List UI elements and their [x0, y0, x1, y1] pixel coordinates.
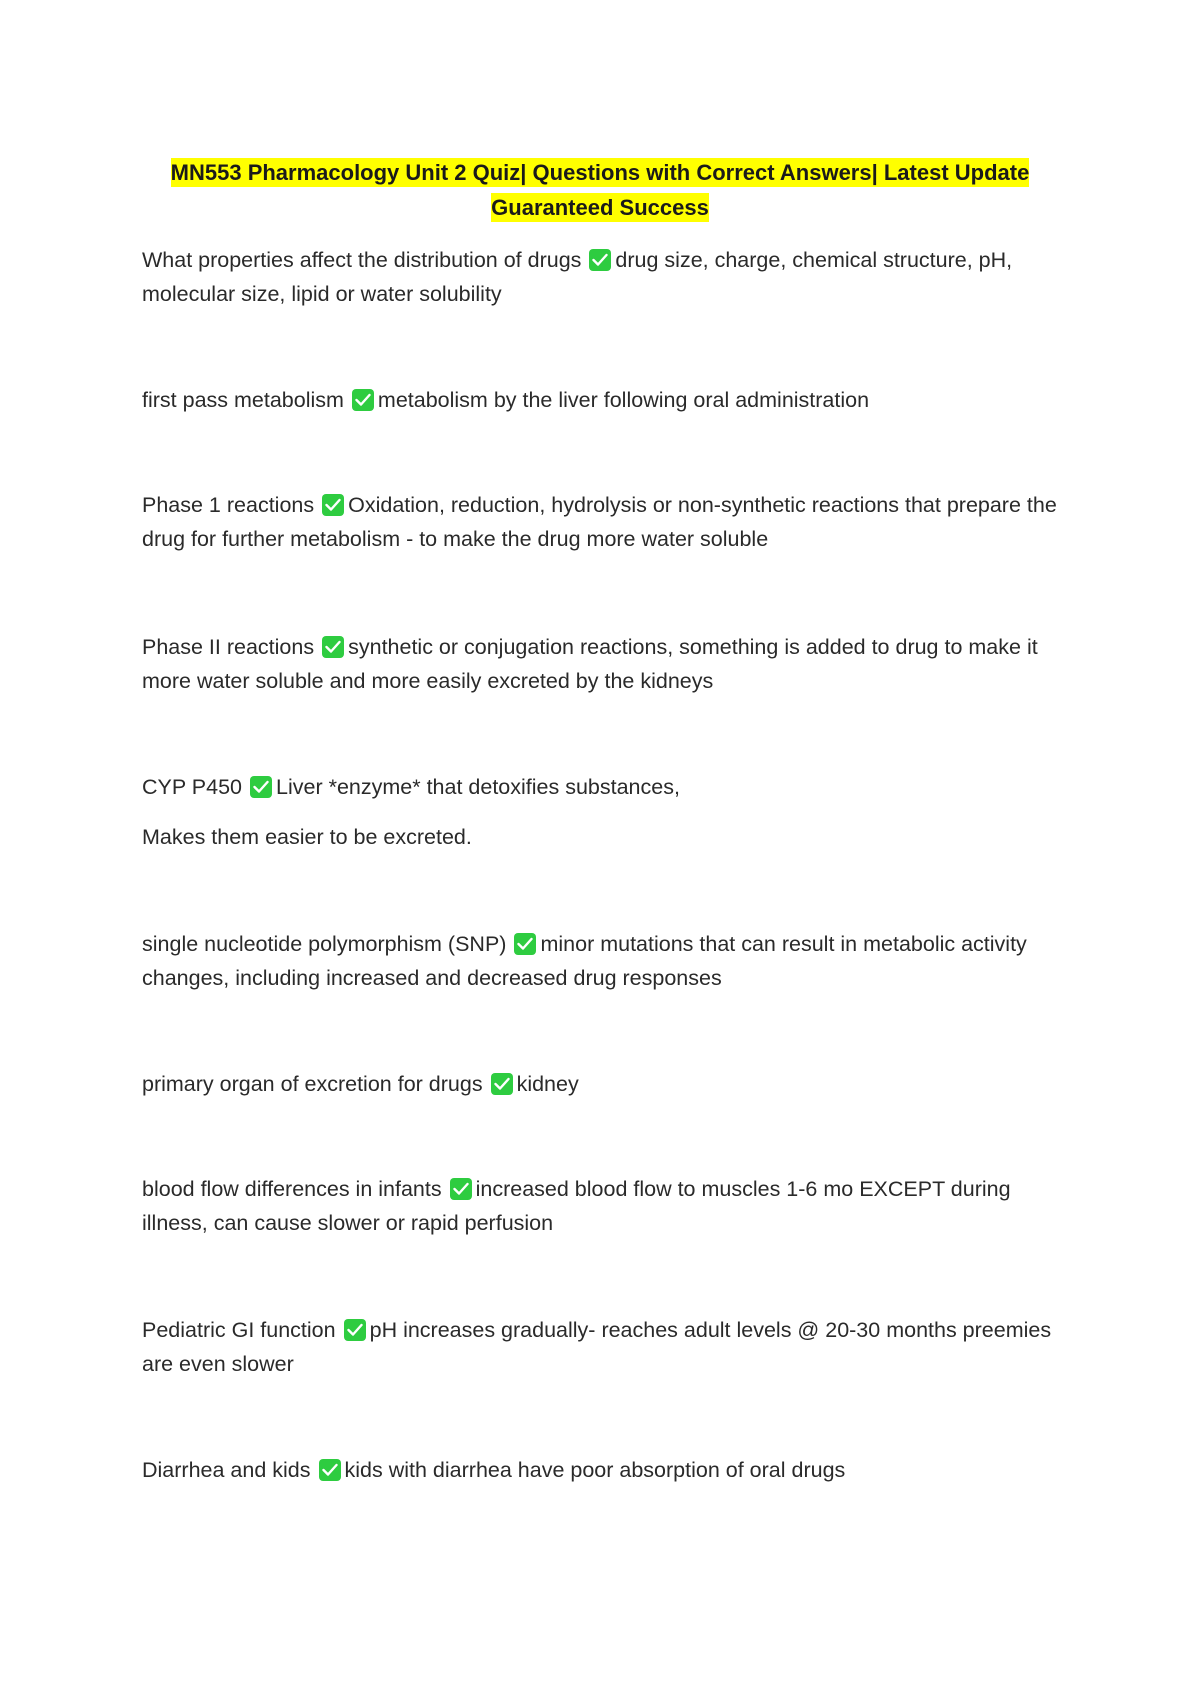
qa-item-phase-2	[142, 630, 1062, 698]
check-square-icon	[322, 636, 344, 658]
qa-item-excretion-organ	[142, 1067, 1062, 1101]
question-text: blood flow differences in infants	[142, 1177, 442, 1201]
check-square-icon	[322, 494, 344, 516]
qa-paragraph	[142, 927, 1062, 995]
qa-paragraph	[142, 630, 1062, 698]
answer-text: increased blood flow to muscles 1-6 mo EXCEPT during illness, can cause slower or rapid perfusion	[142, 1177, 1011, 1235]
answer-text: Oxidation, reduction, hydrolysis or non-synthetic reactions that prepare the drug for further metabolism - to make the drug more water soluble	[142, 493, 1057, 551]
qa-item-distribution	[142, 243, 1062, 311]
qa-paragraph	[142, 383, 1062, 417]
qa-item-diarrhea-kids	[142, 1453, 1062, 1487]
question-text: first pass metabolism	[142, 388, 344, 412]
answer-text: synthetic or conjugation reactions, something is added to drug to make it more water soluble and more easily excreted by the kidneys	[142, 635, 1038, 693]
question-text: What properties affect the distribution of drugs	[142, 248, 582, 272]
check-square-icon	[344, 1319, 366, 1341]
qa-paragraph	[142, 1453, 1062, 1487]
check-square-icon	[450, 1178, 472, 1200]
qa-item-phase-1	[142, 488, 1062, 556]
check-square-icon	[250, 776, 272, 798]
answer-text: kids with diarrhea have poor absorption of oral drugs	[344, 1458, 846, 1482]
answer-text: drug size, charge, chemical structure, pH, molecular size, lipid or water solubility	[142, 248, 1013, 306]
title-line-1: MN553 Pharmacology Unit 2 Quiz| Questions with Correct Answers| Latest Update	[170, 160, 1030, 185]
question-text: primary organ of excretion for drugs	[142, 1072, 483, 1096]
question-text: Phase II reactions	[142, 635, 315, 659]
document-title	[0, 155, 1200, 225]
qa-paragraph	[142, 770, 1062, 804]
qa-paragraph	[142, 1067, 1062, 1101]
qa-paragraph	[142, 1172, 1062, 1240]
question-text: CYP P450	[142, 775, 243, 799]
answer-text: minor mutations that can result in metabolic activity changes, including increased and decreased drug responses	[142, 932, 1027, 990]
question-text: Diarrhea and kids	[142, 1458, 311, 1482]
title-line-2: Guaranteed Success	[491, 195, 709, 220]
qa-item-first-pass	[142, 383, 1062, 417]
question-text: Phase 1 reactions	[142, 493, 315, 517]
check-square-icon	[319, 1459, 341, 1481]
qa-item-infant-blood-flow	[142, 1172, 1062, 1240]
check-square-icon	[589, 249, 611, 271]
check-square-icon	[352, 389, 374, 411]
qa-paragraph	[142, 488, 1062, 556]
qa-item-pediatric-gi	[142, 1313, 1062, 1381]
qa-paragraph	[142, 1313, 1062, 1381]
qa-paragraph	[142, 243, 1062, 311]
answer-text: metabolism by the liver following oral administration	[377, 388, 870, 412]
question-text: Pediatric GI function	[142, 1318, 336, 1342]
answer-text: pH increases gradually- reaches adult levels @ 20-30 months preemies are even slower	[142, 1318, 1052, 1376]
qa-item-cyp-p450	[142, 770, 1062, 854]
check-square-icon	[491, 1073, 513, 1095]
qa-item-snp	[142, 927, 1062, 995]
answer-continuation: Makes them easier to be excreted.	[142, 825, 472, 849]
answer-text: Liver *enzyme* that detoxifies substances,	[276, 775, 680, 799]
check-square-icon	[514, 933, 536, 955]
question-text: single nucleotide polymorphism (SNP)	[142, 932, 507, 956]
answer-text: kidney	[516, 1072, 579, 1096]
